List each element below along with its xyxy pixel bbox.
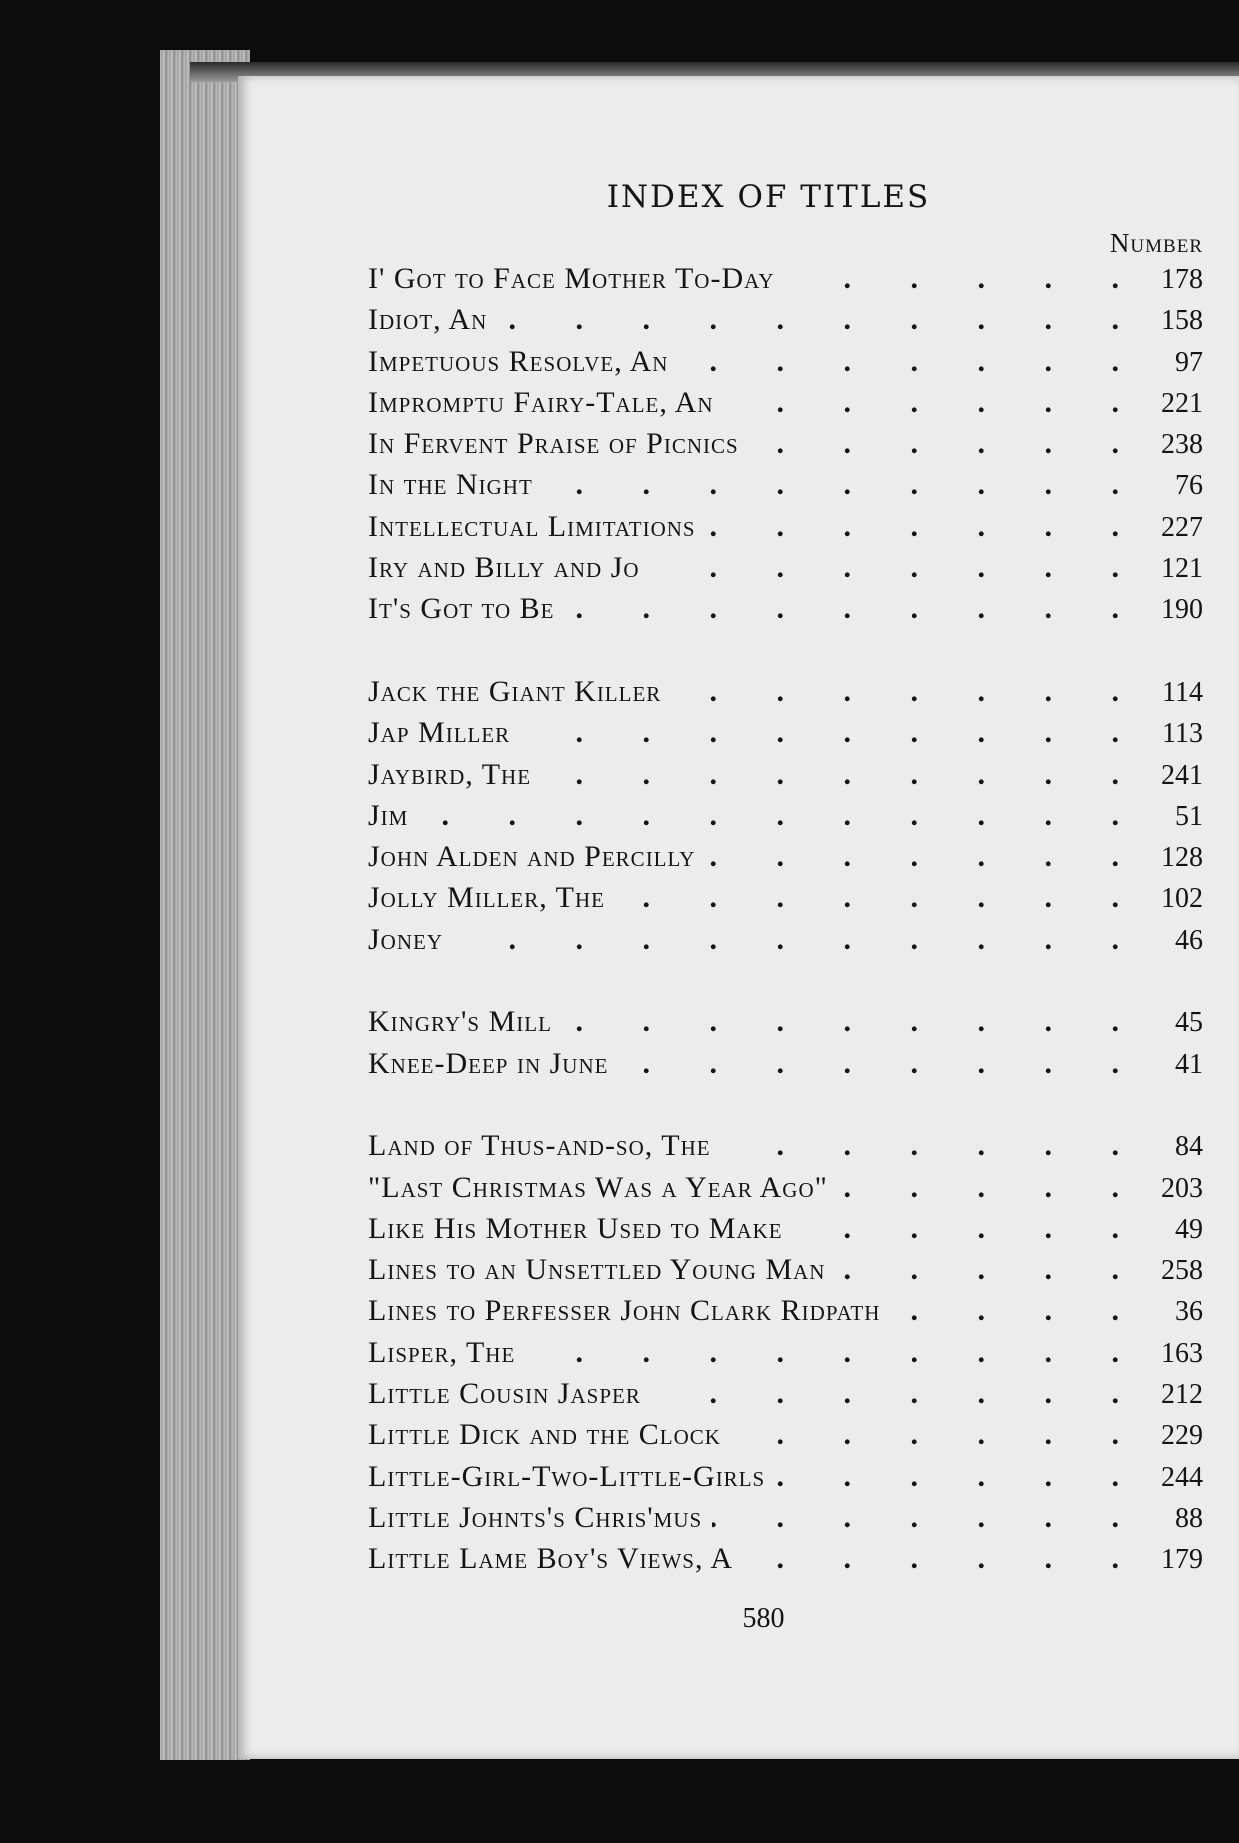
index-entry bbox=[368, 345, 1203, 386]
index-entry bbox=[368, 675, 1203, 716]
entry-number: 238 bbox=[1161, 429, 1203, 461]
entry-title: Little Lame Boy's Views, A bbox=[368, 1542, 733, 1576]
dot-leader bbox=[731, 1418, 1145, 1452]
index-entry bbox=[368, 923, 1203, 964]
index-entry bbox=[368, 840, 1203, 881]
dot-leader bbox=[838, 1171, 1145, 1205]
group-spacer bbox=[368, 634, 1203, 675]
dot-leader bbox=[743, 1542, 1145, 1576]
dot-leader bbox=[525, 1336, 1145, 1370]
dot-leader bbox=[705, 840, 1145, 874]
dot-leader bbox=[497, 303, 1145, 337]
entry-number: 227 bbox=[1161, 511, 1203, 543]
dot-leader bbox=[651, 1377, 1145, 1411]
index-entry bbox=[368, 881, 1203, 922]
entry-number: 102 bbox=[1161, 883, 1203, 915]
dot-leader bbox=[453, 923, 1145, 957]
entry-title: Intellectual Limitations bbox=[368, 509, 696, 543]
index-entry bbox=[368, 1336, 1203, 1377]
entry-number: 41 bbox=[1175, 1048, 1203, 1080]
entry-number: 203 bbox=[1161, 1172, 1203, 1204]
index-entry bbox=[368, 1501, 1203, 1542]
entry-title: Idiot, An bbox=[368, 303, 488, 337]
entry-number: 212 bbox=[1161, 1379, 1203, 1411]
dot-leader bbox=[793, 1212, 1145, 1246]
index-entry bbox=[368, 1294, 1203, 1335]
entry-number: 241 bbox=[1161, 759, 1203, 791]
index-entry bbox=[368, 1047, 1203, 1088]
entry-number: 113 bbox=[1162, 718, 1203, 750]
entry-title: Knee-Deep in June bbox=[368, 1046, 609, 1080]
entry-number: 258 bbox=[1161, 1255, 1203, 1287]
entry-title: Kingry's Mill bbox=[368, 1005, 552, 1039]
index-entry bbox=[368, 1212, 1203, 1253]
entry-title: "Last Christmas Was a Year Ago" bbox=[368, 1170, 828, 1204]
entry-number: 121 bbox=[1161, 553, 1203, 585]
index-entries bbox=[368, 262, 1203, 1584]
index-entry bbox=[368, 1377, 1203, 1418]
index-entry bbox=[368, 1418, 1203, 1459]
index-entry bbox=[368, 1542, 1203, 1583]
dot-leader bbox=[543, 468, 1145, 502]
entry-number: 221 bbox=[1161, 387, 1203, 419]
entry-title: In the Night bbox=[368, 468, 533, 502]
entry-title: Jack the Giant Killer bbox=[368, 674, 662, 708]
number-column-header: Number bbox=[1109, 228, 1203, 258]
index-entry bbox=[368, 1005, 1203, 1046]
entry-title: Like His Mother Used to Make bbox=[368, 1211, 783, 1245]
entry-number: 97 bbox=[1175, 346, 1203, 378]
entry-number: 45 bbox=[1175, 1007, 1203, 1039]
index-entry bbox=[368, 1253, 1203, 1294]
entry-title: Impromptu Fairy-Tale, An bbox=[368, 385, 714, 419]
dot-leader bbox=[650, 551, 1145, 585]
dot-leader bbox=[562, 1005, 1145, 1039]
entry-title: I' Got to Face Mother To-Day bbox=[368, 262, 775, 295]
dot-leader bbox=[418, 799, 1145, 833]
dot-leader bbox=[835, 1253, 1145, 1287]
dot-leader bbox=[671, 675, 1145, 709]
entry-number: 190 bbox=[1161, 594, 1203, 626]
index-entry bbox=[368, 468, 1203, 509]
entry-number: 114 bbox=[1162, 676, 1203, 708]
entry-title: Land of Thus-and-so, The bbox=[368, 1129, 711, 1163]
index-entry bbox=[368, 758, 1203, 799]
entry-title: Lines to Perfesser John Clark Ridpath bbox=[368, 1294, 881, 1328]
entry-number: 36 bbox=[1175, 1296, 1203, 1328]
dot-leader bbox=[712, 1501, 1145, 1535]
entry-title: Jap Miller bbox=[368, 716, 511, 750]
index-entry bbox=[368, 386, 1203, 427]
entry-title: Lisper, The bbox=[368, 1335, 516, 1369]
entry-title: John Alden and Percilly bbox=[368, 840, 696, 874]
dot-leader bbox=[724, 386, 1145, 420]
index-entry bbox=[368, 592, 1203, 633]
entry-title: Jolly Miller, The bbox=[368, 881, 605, 915]
dot-leader bbox=[749, 427, 1145, 461]
dot-leader bbox=[678, 345, 1145, 379]
page-title: INDEX OF TITLES bbox=[606, 179, 931, 215]
entry-number: 244 bbox=[1161, 1461, 1203, 1493]
entry-title: Joney bbox=[368, 922, 443, 956]
entry-number: 46 bbox=[1175, 924, 1203, 956]
entry-number: 49 bbox=[1175, 1213, 1203, 1245]
index-entry bbox=[368, 1460, 1203, 1501]
entry-number: 88 bbox=[1175, 1502, 1203, 1534]
entry-title: Little Dick and the Clock bbox=[368, 1418, 721, 1452]
index-entry bbox=[368, 551, 1203, 592]
page-number: 580 bbox=[742, 1603, 785, 1634]
dot-leader bbox=[615, 881, 1145, 915]
entry-title: Little Cousin Jasper bbox=[368, 1377, 641, 1411]
index-entry bbox=[368, 1129, 1203, 1170]
dot-leader bbox=[785, 262, 1145, 296]
entry-number: 84 bbox=[1175, 1131, 1203, 1163]
group-spacer bbox=[368, 964, 1203, 1005]
entry-number: 178 bbox=[1161, 264, 1203, 295]
dot-leader bbox=[541, 758, 1145, 792]
entry-number: 51 bbox=[1175, 800, 1203, 832]
entry-number: 76 bbox=[1175, 470, 1203, 502]
index-entry bbox=[368, 1171, 1203, 1212]
index-entry bbox=[368, 262, 1203, 303]
dot-leader bbox=[618, 1047, 1145, 1081]
entry-title: Little-Girl-Two-Little-Girls bbox=[368, 1459, 766, 1493]
entry-title: In Fervent Praise of Picnics bbox=[368, 427, 739, 461]
entry-number: 158 bbox=[1161, 305, 1203, 337]
dot-leader bbox=[520, 716, 1145, 750]
dot-leader bbox=[565, 592, 1145, 626]
index-entry bbox=[368, 716, 1203, 757]
entry-title: Jim bbox=[368, 798, 409, 832]
index-entry bbox=[368, 427, 1203, 468]
entry-title: Little Johnts's Chris'mus bbox=[368, 1500, 703, 1534]
index-entry bbox=[368, 799, 1203, 840]
entry-number: 163 bbox=[1161, 1337, 1203, 1369]
dot-leader bbox=[706, 510, 1145, 544]
entry-title: Iry and Billy and Jo bbox=[368, 551, 640, 585]
entry-title: Jaybird, The bbox=[368, 757, 532, 791]
entry-number: 229 bbox=[1161, 1420, 1203, 1452]
dot-leader bbox=[775, 1460, 1145, 1494]
index-entry bbox=[368, 303, 1203, 344]
index-page bbox=[238, 76, 1239, 1759]
entry-title: It's Got to Be bbox=[368, 592, 555, 626]
entry-title: Impetuous Resolve, An bbox=[368, 344, 669, 378]
dot-leader bbox=[721, 1129, 1145, 1163]
entry-title: Lines to an Unsettled Young Man bbox=[368, 1253, 826, 1287]
dot-leader bbox=[890, 1294, 1145, 1328]
entry-number: 179 bbox=[1161, 1544, 1203, 1576]
index-entry bbox=[368, 510, 1203, 551]
group-spacer bbox=[368, 1088, 1203, 1129]
entry-number: 128 bbox=[1161, 842, 1203, 874]
page-edges bbox=[160, 50, 250, 1760]
